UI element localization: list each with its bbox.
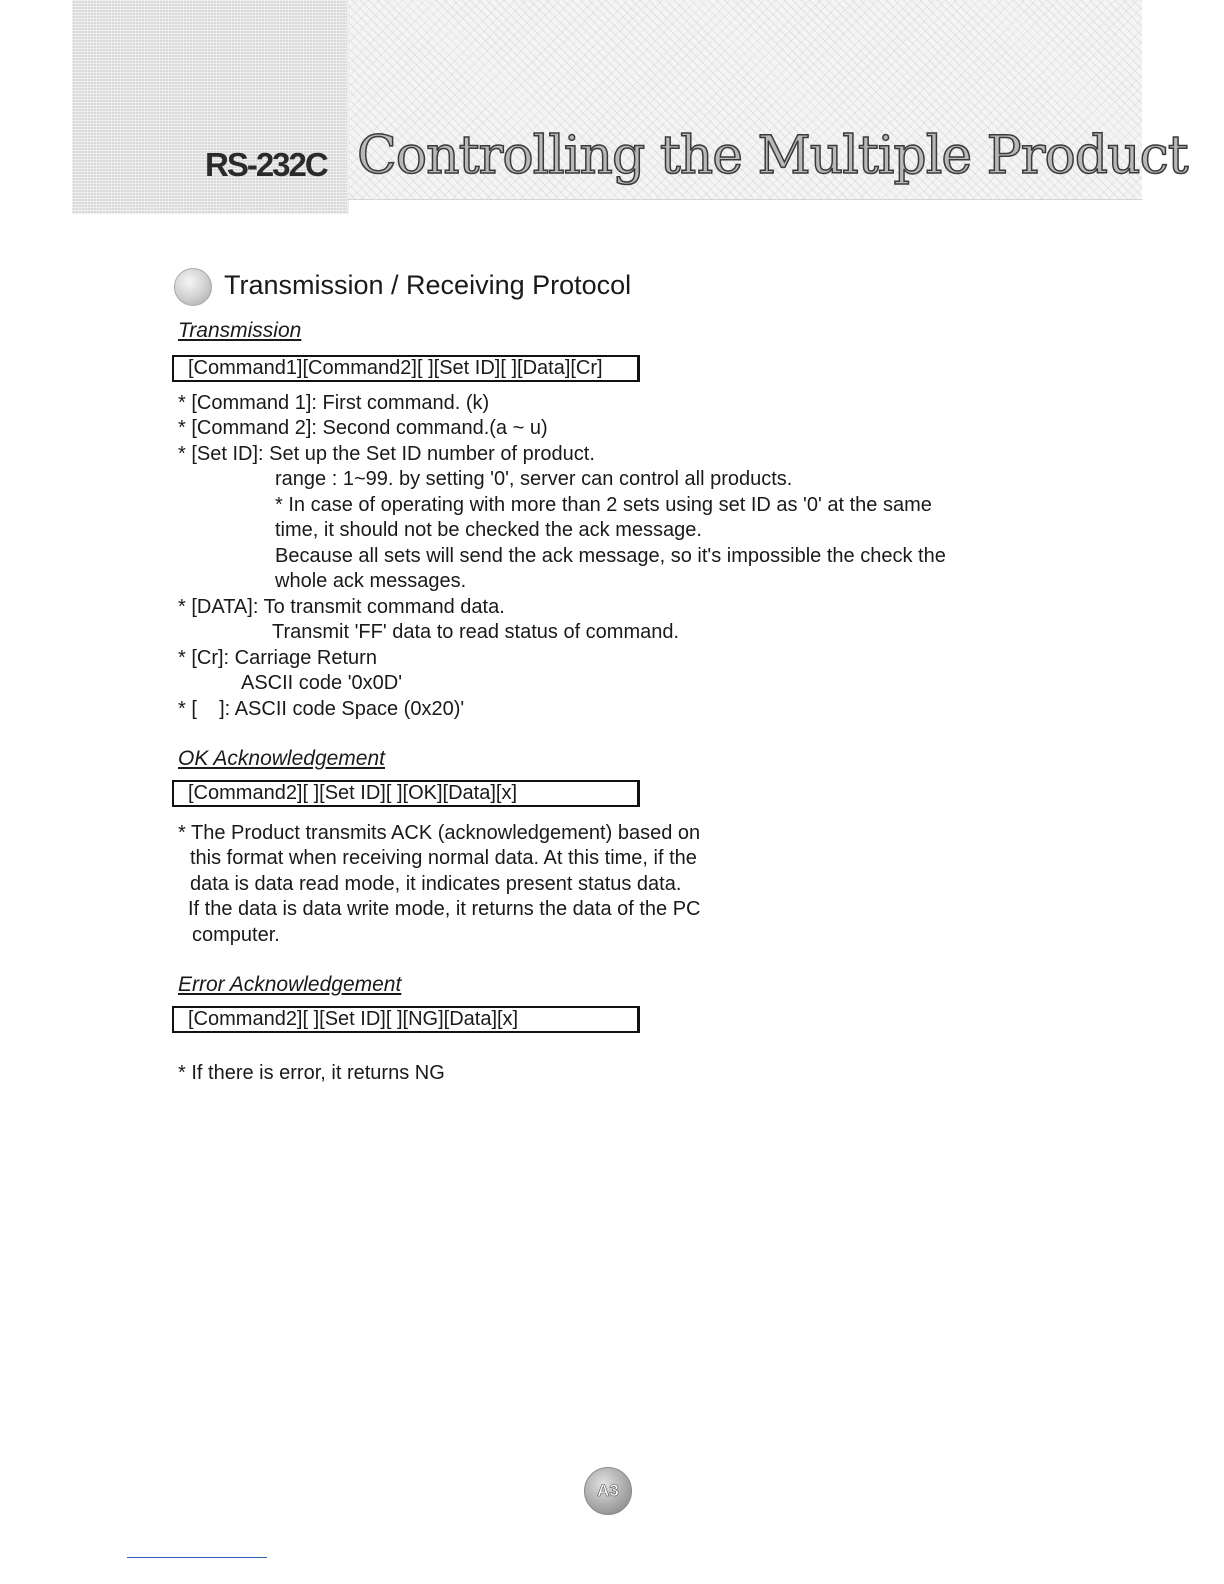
rs232c-label: RS-232C bbox=[205, 146, 327, 183]
page-number: A3 bbox=[597, 1481, 619, 1500]
ok-ack-line: If the data is data write mode, it returns the data of the PC bbox=[188, 898, 701, 920]
section-heading: Transmission / Receiving Protocol bbox=[224, 270, 632, 300]
header-bottom-line bbox=[347, 199, 1142, 200]
transmission-line: Transmit 'FF' data to read status of command. bbox=[272, 621, 680, 643]
ok-ack-line: this format when receiving normal data. At this time, if the bbox=[190, 847, 697, 869]
error-ack-line: * If there is error, it returns NG bbox=[178, 1062, 445, 1084]
ok-ack-format-box: [Command2][ ][Set ID][ ][OK][Data][x] bbox=[172, 780, 640, 807]
transmission-line: * In case of operating with more than 2 sets using set ID as '0' at the same bbox=[275, 494, 932, 516]
error-ack-format-box: [Command2][ ][Set ID][ ][NG][Data][x] bbox=[172, 1006, 640, 1033]
transmission-format-box: [Command1][Command2][ ][Set ID][ ][Data][Cr] bbox=[172, 355, 640, 382]
transmission-heading: Transmission bbox=[178, 319, 302, 342]
transmission-line: * [Command 2]: Second command.(a ~ u) bbox=[178, 417, 548, 439]
ok-ack-line: data is data read mode, it indicates present status data. bbox=[190, 873, 682, 895]
transmission-line: * [Command 1]: First command. (k) bbox=[178, 392, 490, 414]
ok-ack-heading: OK Acknowledgement bbox=[178, 747, 385, 770]
section-bullet-icon bbox=[174, 268, 212, 306]
error-ack-heading: Error Acknowledgement bbox=[178, 973, 402, 996]
transmission-line: whole ack messages. bbox=[275, 570, 467, 592]
ok-ack-line: computer. bbox=[192, 924, 280, 946]
transmission-line: Because all sets will send the ack message, so it's impossible the check the bbox=[275, 545, 946, 567]
header-divider bbox=[347, 0, 349, 214]
transmission-line: ASCII code '0x0D' bbox=[241, 672, 403, 694]
transmission-line: * [ ]: ASCII code Space (0x20)' bbox=[178, 698, 465, 720]
transmission-line: * [Cr]: Carriage Return bbox=[178, 647, 377, 669]
page-number-badge bbox=[584, 1467, 632, 1515]
transmission-line: range : 1~99. by setting '0', server can control all products. bbox=[275, 468, 793, 490]
footer-rule bbox=[127, 1557, 267, 1558]
ok-ack-line: * The Product transmits ACK (acknowledgement) based on bbox=[178, 822, 701, 844]
transmission-line: * [Set ID]: Set up the Set ID number of product. bbox=[178, 443, 595, 465]
page-title: Controlling the Multiple Product bbox=[357, 126, 1188, 186]
transmission-line: time, it should not be checked the ack message. bbox=[275, 519, 702, 541]
transmission-line: * [DATA]: To transmit command data. bbox=[178, 596, 505, 618]
